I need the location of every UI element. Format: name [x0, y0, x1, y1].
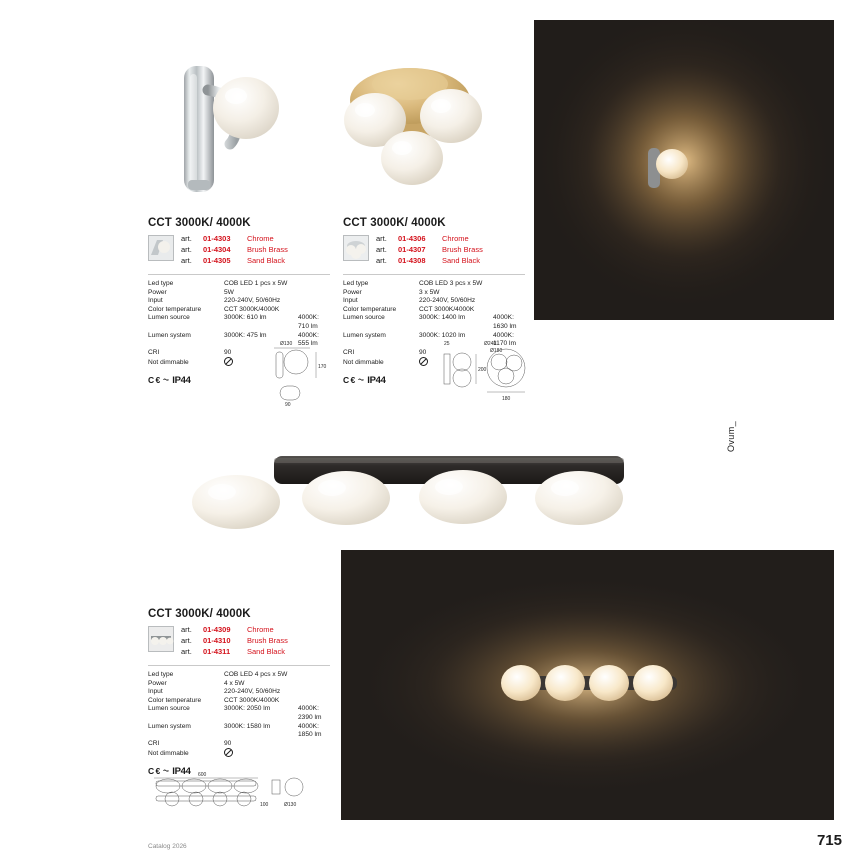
spec-key: Input [343, 297, 358, 305]
spec-key: Color temperature [148, 305, 202, 313]
art-number: 01-4303 [203, 234, 231, 243]
spec-row [148, 740, 330, 749]
art-label: art. [376, 245, 387, 254]
class-mark: ⏦ [162, 766, 170, 776]
svg-text:180: 180 [502, 396, 511, 402]
ce-mark: C € [343, 375, 355, 386]
code-row[interactable] [181, 625, 288, 634]
svg-text:200: 200 [478, 367, 487, 373]
lifestyle-1-illustration [534, 20, 834, 320]
finish-swatch-1 [148, 235, 174, 261]
svg-text:170: 170 [318, 364, 327, 370]
spec-key: Input [148, 297, 163, 305]
art-label: art. [181, 234, 192, 243]
cct-title-1: CCT 3000K/ 4000K [148, 217, 251, 229]
spec-key: Lumen system [148, 722, 191, 730]
spec-value: 3000K: 1400 lm [419, 314, 466, 322]
spec-row [148, 306, 330, 315]
finish-name: Chrome [247, 234, 274, 243]
spec-value: 220-240V, 50/60Hz [224, 688, 281, 696]
dimension-drawing-1 [258, 338, 330, 408]
code-list-1 [181, 234, 288, 265]
code-row[interactable] [376, 245, 483, 254]
art-label: art. [181, 625, 192, 634]
finish-name: Brush Brass [247, 245, 288, 254]
art-number: 01-4310 [203, 636, 231, 645]
product-block-wall-4-light [148, 608, 330, 777]
spec-value: CCT 3000K/4000K [224, 696, 280, 704]
code-row[interactable] [181, 647, 288, 656]
art-number: 01-4311 [203, 647, 231, 656]
finish-name: Brush Brass [442, 245, 483, 254]
svg-text:100: 100 [260, 802, 269, 808]
spec-value: 3000K: 2050 lm [224, 705, 271, 713]
art-number: 01-4304 [203, 245, 231, 254]
spec-row [148, 280, 330, 289]
finish-swatch-3 [148, 626, 174, 652]
dimension-drawing-3 [148, 762, 330, 812]
spec-key: CRI [148, 739, 160, 747]
cct-title-2: CCT 3000K/ 4000K [343, 217, 446, 229]
product-photo-wall-4-light [186, 440, 686, 545]
code-row[interactable] [376, 234, 483, 243]
ip-rating: IP44 [172, 374, 191, 386]
spec-key: Input [148, 688, 163, 696]
spec-row [148, 705, 330, 722]
art-number: 01-4309 [203, 625, 231, 634]
spec-value: 90 [419, 348, 427, 356]
spec-value: 3000K: 610 lm [224, 314, 267, 322]
spec-value: 5W [224, 288, 234, 296]
spec-value-2: 4000K: 710 lm [298, 314, 319, 330]
spec-value: CCT 3000K/4000K [419, 305, 475, 313]
spec-table-3 [148, 665, 330, 761]
swatch-and-codes-1 [148, 234, 330, 265]
spec-value: CCT 3000K/4000K [224, 305, 280, 313]
swatch-and-codes-3 [148, 625, 330, 656]
spec-row [343, 289, 525, 298]
spec-row [148, 297, 330, 306]
lifestyle-photo-wall-1-light [534, 20, 834, 320]
spec-key: Power [148, 679, 167, 687]
spec-row [343, 306, 525, 315]
ip-rating: IP44 [367, 374, 386, 386]
finish-name: Sand Black [247, 647, 285, 656]
spec-key: Lumen system [343, 331, 386, 339]
dimension-drawing-2 [440, 338, 530, 406]
not-dimmable-icon [224, 748, 330, 761]
code-row[interactable] [181, 234, 288, 243]
product-photo-ceiling-3-light [318, 48, 508, 193]
spec-key: CRI [343, 348, 355, 356]
spec-key: Led type [343, 280, 369, 287]
spec-key: Lumen system [148, 331, 191, 339]
art-label: art. [181, 647, 192, 656]
svg-text:90: 90 [285, 402, 291, 408]
svg-text:Ø240: Ø240 [484, 341, 497, 347]
art-number: 01-4306 [398, 234, 426, 243]
spec-key: CRI [148, 348, 160, 356]
class-mark: ⏦ [162, 375, 170, 385]
ce-mark: C € [148, 766, 160, 777]
svg-text:Ø180: Ø180 [490, 348, 503, 354]
ceiling-3-light-illustration [318, 48, 508, 193]
spec-value: 220-240V, 50/60Hz [419, 297, 476, 305]
spec-value: 3000K: 1020 lm [419, 331, 466, 339]
catalog-footer: Catalog 2026 [148, 843, 187, 850]
spec-key: Color temperature [343, 305, 397, 313]
art-label: art. [376, 256, 387, 265]
lifestyle-photo-wall-4-light [341, 550, 834, 820]
spec-key: Led type [148, 671, 174, 678]
spec-key: Lumen source [343, 314, 385, 322]
code-list-2 [376, 234, 483, 265]
spec-value-2: 4000K: 1850 lm [298, 722, 322, 739]
spec-key: Lumen source [148, 314, 190, 322]
spec-row [343, 280, 525, 289]
code-row[interactable] [376, 256, 483, 265]
finish-name: Chrome [247, 625, 274, 634]
ip-rating: IP44 [172, 765, 191, 777]
lifestyle-2-illustration [341, 550, 834, 820]
svg-text:25: 25 [444, 341, 450, 347]
class-mark: ⏦ [357, 375, 365, 385]
svg-text:Ø130: Ø130 [284, 802, 297, 808]
spec-key: Led type [148, 280, 174, 287]
spec-value-2: 4000K: 1630 lm [493, 314, 517, 330]
spec-value-2: 4000K: 1170 lm [493, 331, 516, 348]
svg-text:Ø130: Ø130 [280, 341, 293, 347]
wall-4-light-illustration [186, 440, 686, 545]
spec-row [343, 297, 525, 306]
spec-key: Lumen source [148, 705, 190, 713]
code-row[interactable] [181, 636, 288, 645]
spec-value: 3000K: 475 lm [224, 331, 267, 339]
spec-row [148, 697, 330, 706]
spec-key: Color temperature [148, 696, 202, 704]
spec-key: Not dimmable [148, 750, 189, 758]
spec-row [343, 314, 525, 331]
code-row[interactable] [181, 245, 288, 254]
spec-row [148, 680, 330, 689]
spec-row [148, 688, 330, 697]
spec-key: Power [148, 288, 167, 296]
spec-value: 3 x 5W [419, 288, 440, 296]
finish-name: Brush Brass [247, 636, 288, 645]
spec-value-2: 4000K: 2390 lm [298, 705, 322, 721]
spec-key: Not dimmable [343, 359, 384, 367]
spec-value: COB LED 4 pcs x 5W [224, 671, 288, 678]
spec-value: 3000K: 1580 lm [224, 722, 271, 730]
spec-value: 90 [224, 348, 232, 356]
spec-row [148, 671, 330, 680]
ce-mark: C € [148, 375, 160, 386]
page-number: 715 [816, 832, 842, 849]
svg-text:600: 600 [198, 772, 207, 778]
spec-row [148, 314, 330, 331]
finish-swatch-2 [343, 235, 369, 261]
wall-1-light-illustration [150, 30, 330, 210]
art-number: 01-4307 [398, 245, 426, 254]
art-label: art. [181, 256, 192, 265]
spec-value: 4 x 5W [224, 679, 245, 687]
art-label: art. [181, 636, 192, 645]
spec-value: 90 [224, 739, 232, 747]
code-list-3 [181, 625, 288, 656]
code-row[interactable] [181, 256, 288, 265]
art-label: art. [376, 234, 387, 243]
spec-key: Not dimmable [148, 359, 189, 367]
family-label: Ovum_ [726, 420, 736, 452]
finish-name: Chrome [442, 234, 469, 243]
spec-row [148, 723, 330, 740]
spec-row [148, 289, 330, 298]
spec-row [148, 748, 330, 761]
art-number: 01-4308 [398, 256, 426, 265]
spec-value: 220-240V, 50/60Hz [224, 297, 281, 305]
swatch-and-codes-2 [343, 234, 525, 265]
cct-title-3: CCT 3000K/ 4000K [148, 608, 251, 620]
spec-value-2: 4000K: 555 lm [298, 331, 319, 348]
finish-name: Sand Black [442, 256, 480, 265]
spec-value: COB LED 1 pcs x 5W [224, 280, 288, 287]
spec-value: COB LED 3 pcs x 5W [419, 280, 483, 287]
art-label: art. [181, 245, 192, 254]
spec-key: Power [343, 288, 362, 296]
finish-name: Sand Black [247, 256, 285, 265]
product-photo-wall-1-light [150, 30, 330, 210]
art-number: 01-4305 [203, 256, 231, 265]
